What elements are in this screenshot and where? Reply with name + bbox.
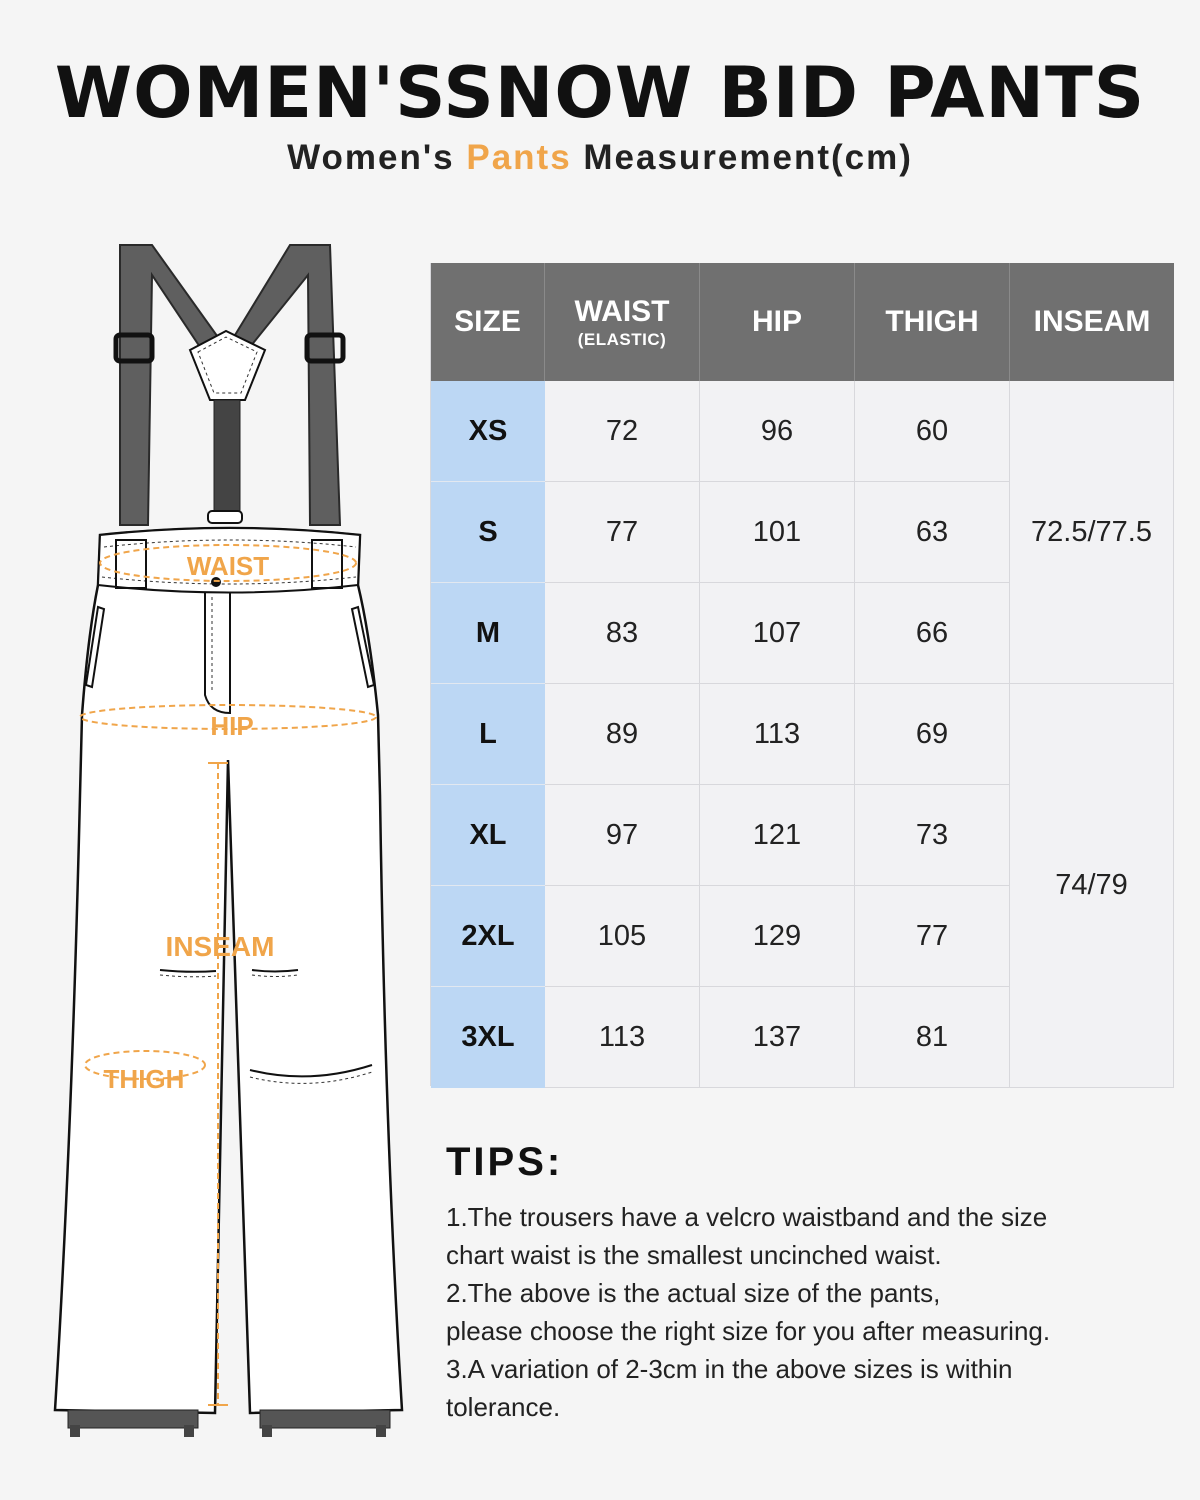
inseam-label: INSEAM <box>165 931 275 962</box>
waist-cell: 97 <box>545 785 700 886</box>
hip-label: HIP <box>210 711 254 741</box>
hip-cell: 129 <box>700 886 855 987</box>
pants-diagram <box>40 235 420 1450</box>
size-table <box>430 263 1174 1086</box>
thigh-cell: 66 <box>855 583 1010 684</box>
tip-line: 3.A variation of 2-3cm in the above sizes is within <box>446 1354 1013 1384</box>
size-cell: 2XL <box>431 886 545 987</box>
tips-text <box>446 1198 1146 1426</box>
tip-line: tolerance. <box>446 1392 561 1422</box>
inseam-cell-xs-m: 72.5/77.5 <box>1010 381 1174 684</box>
hip-cell: 121 <box>700 785 855 886</box>
tip-line: chart waist is the smallest uncinched waist. <box>446 1240 942 1270</box>
size-cell: 3XL <box>431 987 545 1088</box>
inseam-cell-l-3xl: 74/79 <box>1010 684 1174 1088</box>
subtitle-pre: Women's <box>287 138 467 177</box>
hip-cell: 101 <box>700 482 855 583</box>
tip-line: 1.The trousers have a velcro waistband and the size <box>446 1202 1048 1232</box>
size-cell: L <box>431 684 545 785</box>
waist-cell: 113 <box>545 987 700 1088</box>
hip-cell: 107 <box>700 583 855 684</box>
hip-cell: 113 <box>700 684 855 785</box>
header-waist-note: (ELASTIC) <box>577 329 667 349</box>
strap-back <box>214 400 240 515</box>
size-cell: M <box>431 583 545 684</box>
thigh-label: THIGH <box>103 1064 185 1094</box>
thigh-cell: 69 <box>855 684 1010 785</box>
header-size: SIZE <box>431 263 545 381</box>
header-hip: HIP <box>700 263 855 381</box>
header-waist <box>545 263 700 381</box>
waist-cell: 72 <box>545 381 700 482</box>
thigh-cell: 60 <box>855 381 1010 482</box>
pants-outline <box>55 528 402 1413</box>
tips-title: TIPS: <box>446 1140 564 1184</box>
hip-cell: 96 <box>700 381 855 482</box>
thigh-cell: 77 <box>855 886 1010 987</box>
size-cell: XL <box>431 785 545 886</box>
left-cuff <box>68 1410 198 1428</box>
tip-line: please choose the right size for you after measuring. <box>446 1316 1051 1346</box>
header-waist-label: WAIST <box>574 294 670 328</box>
right-cuff <box>260 1410 390 1428</box>
thigh-cell: 73 <box>855 785 1010 886</box>
waist-cell: 105 <box>545 886 700 987</box>
waist-cell: 89 <box>545 684 700 785</box>
header-inseam: INSEAM <box>1010 263 1174 381</box>
waist-cell: 77 <box>545 482 700 583</box>
subtitle-post: Measurement(cm) <box>571 138 913 177</box>
hip-cell: 137 <box>700 987 855 1088</box>
size-cell: S <box>431 482 545 583</box>
size-cell: XS <box>431 381 545 482</box>
tip-line: 2.The above is the actual size of the pants, <box>446 1278 941 1308</box>
page-subtitle <box>0 138 1200 178</box>
subtitle-accent: Pants <box>466 138 572 177</box>
thigh-cell: 63 <box>855 482 1010 583</box>
thigh-cell: 81 <box>855 987 1010 1088</box>
header-thigh: THIGH <box>855 263 1010 381</box>
waist-label: WAIST <box>186 551 270 581</box>
waist-cell: 83 <box>545 583 700 684</box>
page-title: WOMEN'SSNOW BID PANTS <box>54 52 1146 134</box>
